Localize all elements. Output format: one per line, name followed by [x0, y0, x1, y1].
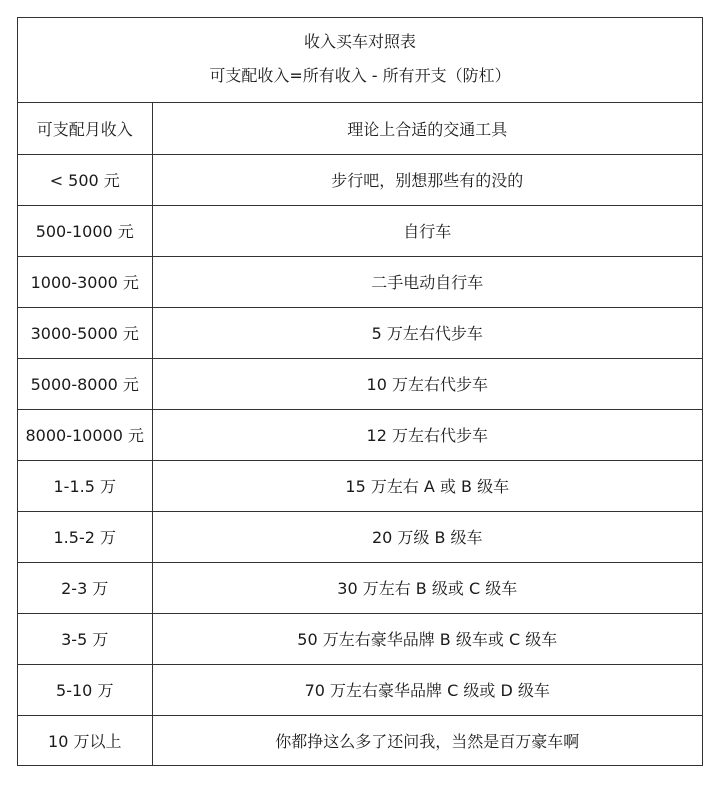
comparison-table: [18, 103, 702, 766]
table-row: [18, 664, 702, 715]
header-vehicle: 理论上合适的交通工具: [152, 103, 702, 154]
table-row: [18, 409, 702, 460]
vehicle-cell: 二手电动自行车: [152, 256, 702, 307]
vehicle-cell: 30 万左右 B 级或 C 级车: [152, 562, 702, 613]
table-row: [18, 154, 702, 205]
table-title-block: [18, 18, 702, 103]
table-row: [18, 358, 702, 409]
income-cell: 5000-8000 元: [18, 358, 152, 409]
table-row: [18, 562, 702, 613]
table-row: [18, 460, 702, 511]
vehicle-cell: 10 万左右代步车: [152, 358, 702, 409]
table-subtitle: 可支配收入=所有收入 - 所有开支（防杠）: [209, 66, 511, 85]
table-row: [18, 307, 702, 358]
table-row: [18, 256, 702, 307]
income-car-table: [17, 17, 703, 766]
vehicle-cell: 自行车: [152, 205, 702, 256]
vehicle-cell: 50 万左右豪华品牌 B 级车或 C 级车: [152, 613, 702, 664]
table-row: [18, 613, 702, 664]
income-cell: 8000-10000 元: [18, 409, 152, 460]
income-cell: 500-1000 元: [18, 205, 152, 256]
vehicle-cell: 5 万左右代步车: [152, 307, 702, 358]
table-row: [18, 715, 702, 766]
table-row: [18, 511, 702, 562]
income-cell: < 500 元: [18, 154, 152, 205]
header-row: [18, 103, 702, 154]
income-cell: 2-3 万: [18, 562, 152, 613]
income-cell: 10 万以上: [18, 715, 152, 766]
table-title: 收入买车对照表: [303, 32, 416, 51]
table-row: [18, 205, 702, 256]
income-cell: 3000-5000 元: [18, 307, 152, 358]
income-cell: 1000-3000 元: [18, 256, 152, 307]
vehicle-cell: 70 万左右豪华品牌 C 级或 D 级车: [152, 664, 702, 715]
income-cell: 5-10 万: [18, 664, 152, 715]
vehicle-cell: 20 万级 B 级车: [152, 511, 702, 562]
income-cell: 1-1.5 万: [18, 460, 152, 511]
income-cell: 1.5-2 万: [18, 511, 152, 562]
vehicle-cell: 步行吧，别想那些有的没的: [152, 154, 702, 205]
income-cell: 3-5 万: [18, 613, 152, 664]
header-income: 可支配月收入: [18, 103, 152, 154]
vehicle-cell: 你都挣这么多了还问我，当然是百万豪车啊: [275, 732, 580, 752]
vehicle-cell: 15 万左右 A 或 B 级车: [152, 460, 702, 511]
vehicle-cell: 12 万左右代步车: [152, 409, 702, 460]
